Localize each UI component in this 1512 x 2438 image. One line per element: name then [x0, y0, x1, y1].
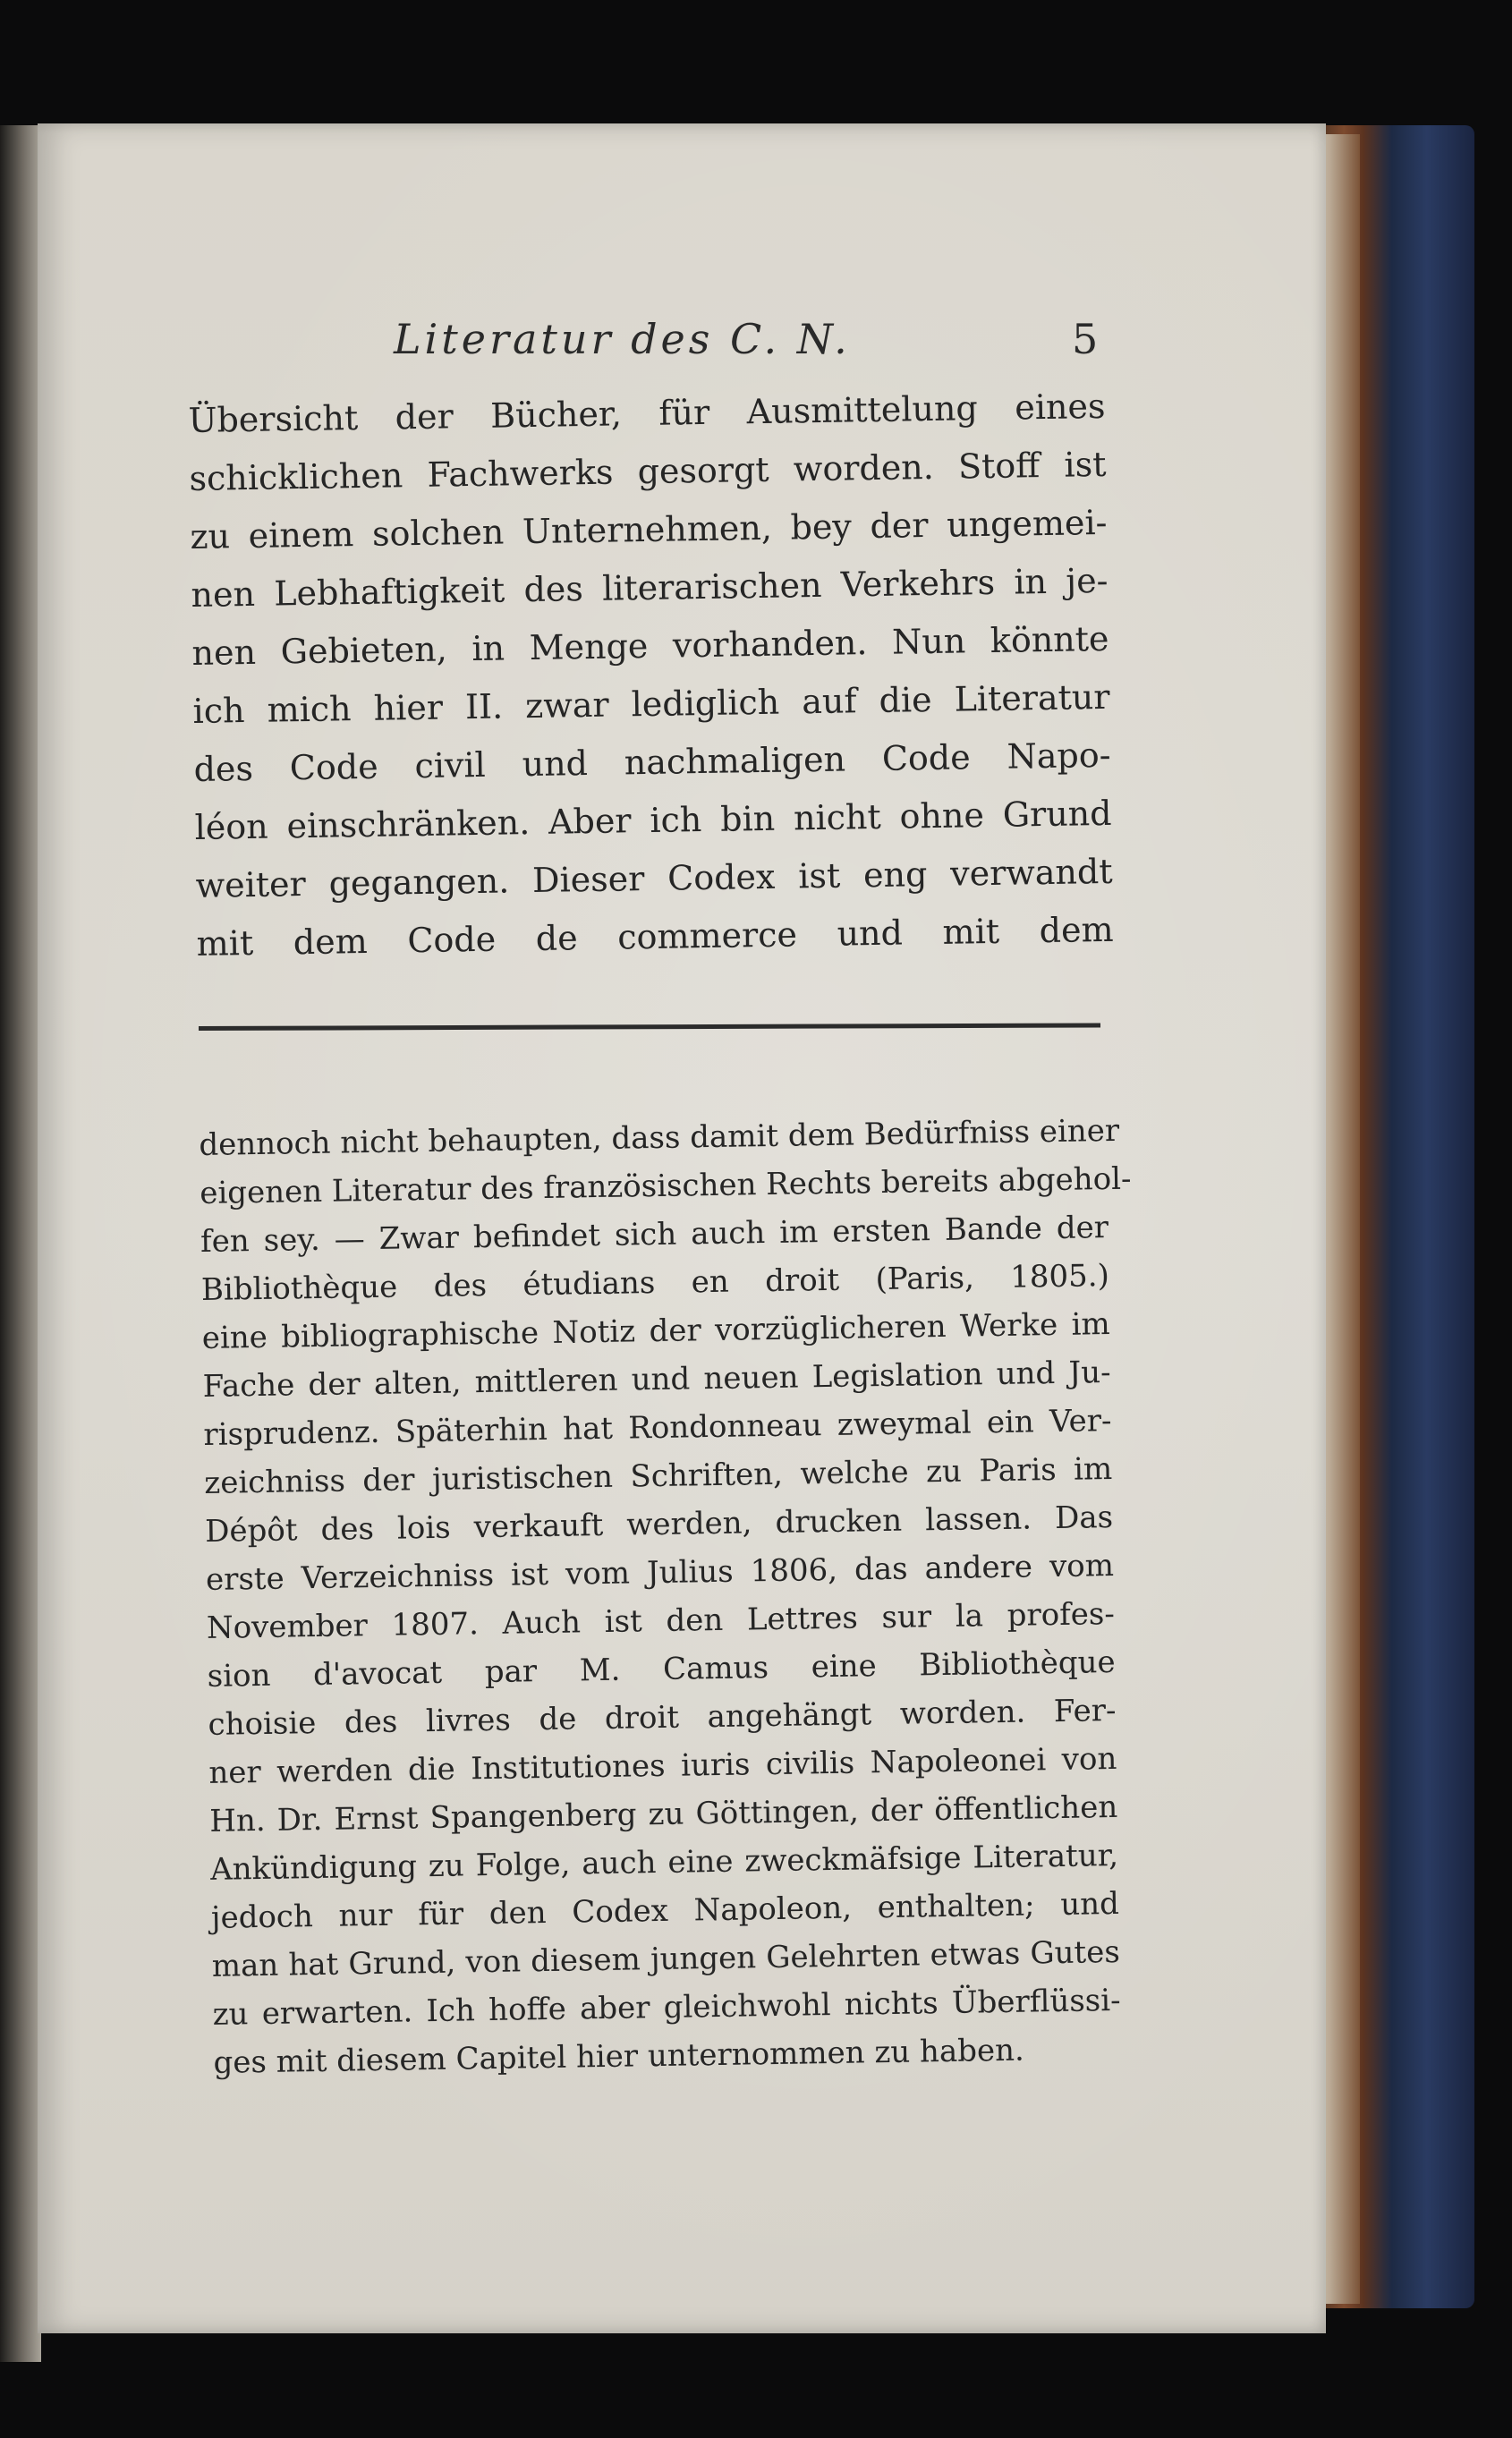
footnote-line: sion d'avocat par M. Camus eine Bibliothèque: [207, 1644, 1116, 1695]
text-line: schicklichen Fachwerks gesorgt worden. Stoff ist: [189, 444, 1107, 498]
facing-page-edge: [0, 125, 41, 2362]
text-line: léon einschränken. Aber ich bin nicht ohne Grund: [194, 793, 1112, 847]
footnote-line: zeichniss der juristischen Schriften, welche zu Paris im: [204, 1451, 1113, 1501]
footnote-line: zu erwarten. Ich hoffe aber gleichwohl nichts Überflüssi-: [212, 1982, 1121, 2033]
footnote-line: Ankündigung zu Folge, auch eine zweckmäfsige Literatur,: [209, 1837, 1119, 1888]
footnote-line: ges mit diesem Capitel hier unternommen zu haben.: [213, 2032, 1025, 2081]
footnote-line: ner werden die Institutiones iuris civilis Napoleonei von: [208, 1740, 1117, 1791]
text-line: nen Lebhaftigkeit des literarischen Verkehrs in je-: [191, 560, 1109, 615]
footnote-line: November 1807. Auch ist den Lettres sur la profes-: [206, 1595, 1116, 1646]
footnote-text: [199, 1107, 1132, 2087]
page-number: 5: [1072, 315, 1099, 363]
page-header: [394, 315, 1109, 369]
footnote-line: choisie des livres de droit angehängt worden. Fer-: [208, 1692, 1117, 1743]
running-title: Literatur des C. N.: [394, 315, 851, 363]
footnote-line: Bibliothèque des étudians en droit (Paris, 1805.): [200, 1258, 1110, 1308]
footnote-line: jedoch nur für den Codex Napoleon, enthalten; und: [210, 1885, 1120, 1936]
footnote-line: fen sey. — Zwar befindet sich auch im ersten Bande der: [200, 1210, 1109, 1260]
footnote-line: Hn. Dr. Ernst Spangenberg zu Göttingen, der öffentlichen: [208, 1788, 1118, 1839]
text-line: nen Gebieten, in Menge vorhanden. Nun könnte: [191, 618, 1109, 673]
main-text: [188, 378, 1114, 973]
footnote-line: eine bibliographische Notiz der vorzüglicheren Werke im: [201, 1306, 1111, 1356]
text-line: Übersicht der Bücher, für Ausmittelung eines: [188, 386, 1106, 440]
footnote-line: Dépôt des lois verkauft werden, drucken lassen. Das: [204, 1499, 1114, 1550]
footnote-line: erste Verzeichniss ist vom Julius 1806, das andere vom: [205, 1547, 1115, 1598]
footnote-line: Fache der alten, mittleren und neuen Legislation und Ju-: [202, 1355, 1111, 1405]
footnote-line: man hat Grund, von diesem jungen Gelehrten etwas Gutes: [211, 1933, 1121, 1984]
footnote-line: risprudenz. Späterhin hat Rondonneau zweymal ein Ver-: [203, 1403, 1112, 1453]
text-line: des Code civil und nachmaligen Code Napo-: [193, 735, 1111, 789]
text-line: ich mich hier II. zwar lediglich auf die Literatur: [192, 676, 1110, 731]
text-line: weiter gegangen. Dieser Codex ist eng verwandt: [195, 851, 1113, 905]
text-line: mit dem Code de commerce und mit dem: [196, 909, 1114, 964]
footnote-line: eigenen Literatur des französischen Rechts bereits abgehol-: [199, 1160, 1132, 1211]
footnote-line: dennoch nicht behaupten, dass damit dem Bedürfniss einer: [199, 1112, 1120, 1163]
text-line: zu einem solchen Unternehmen, bey der ungemei-: [190, 502, 1108, 556]
